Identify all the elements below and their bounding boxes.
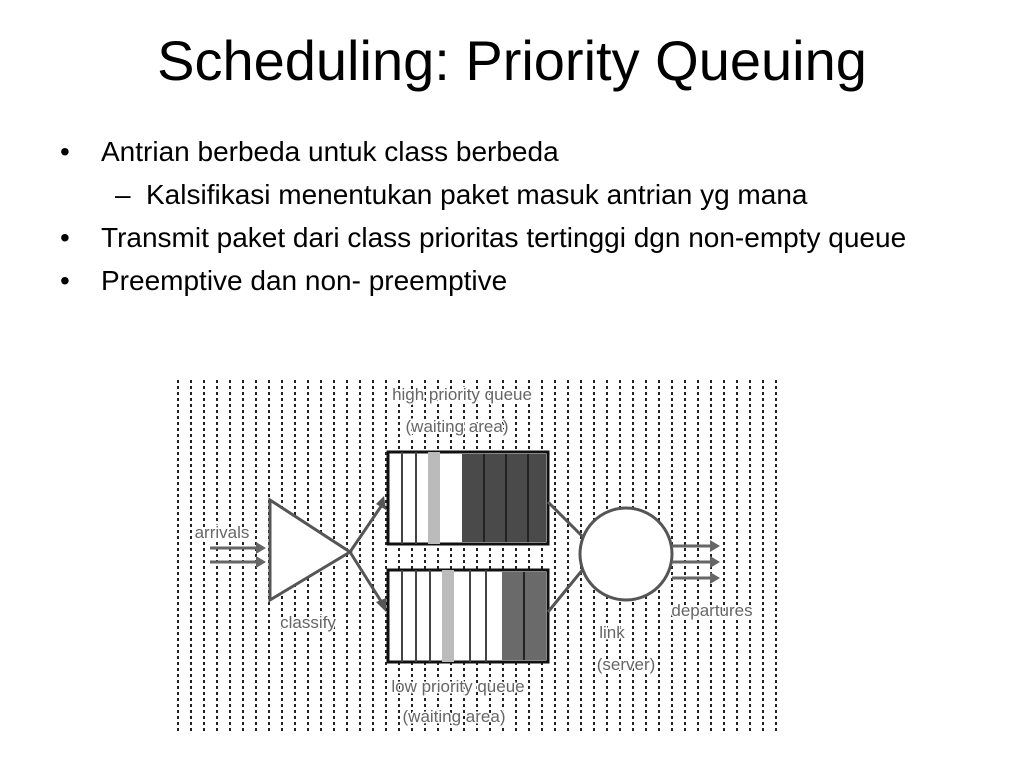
server-label: (server) xyxy=(596,655,656,674)
sub-bullet-text: Kalsifikasi menentukan paket masuk antrian yg mana xyxy=(146,179,808,210)
link-label: link xyxy=(599,623,625,642)
bullet-text: Antrian berbeda untuk class berbeda xyxy=(101,136,559,167)
bullet-list xyxy=(60,134,980,306)
bullet-item xyxy=(60,263,980,298)
bullet-dot: • xyxy=(60,222,70,253)
priority-queue-diagram xyxy=(172,380,788,732)
slide-title: Scheduling: Priority Queuing xyxy=(157,29,867,92)
high-queue-label: high priority queue xyxy=(392,385,532,404)
low-queue-label: low priority queue xyxy=(391,677,525,696)
bullet-dot: • xyxy=(60,265,70,296)
arrivals-label: arrivals xyxy=(194,523,250,542)
bullet-item xyxy=(60,134,980,169)
bullet-item xyxy=(60,220,980,255)
high-priority-queue xyxy=(388,452,548,544)
classify-label: classify xyxy=(280,613,336,632)
low-priority-queue xyxy=(388,570,548,662)
sub-bullet-dash: – xyxy=(115,179,131,210)
server-circle xyxy=(580,508,672,600)
bullet-text: Transmit paket dari class prioritas tertinggi dgn non-empty queue xyxy=(101,222,907,253)
bullet-dot: • xyxy=(60,136,70,167)
departures-arrows xyxy=(672,540,720,584)
departures-label: departures xyxy=(671,601,753,620)
low-queue-sublabel: (waiting area) xyxy=(402,707,506,726)
high-queue-sublabel: (waiting area) xyxy=(405,417,509,436)
sub-bullet-item xyxy=(60,177,980,212)
bullet-text: Preemptive dan non- preemptive xyxy=(101,265,508,296)
